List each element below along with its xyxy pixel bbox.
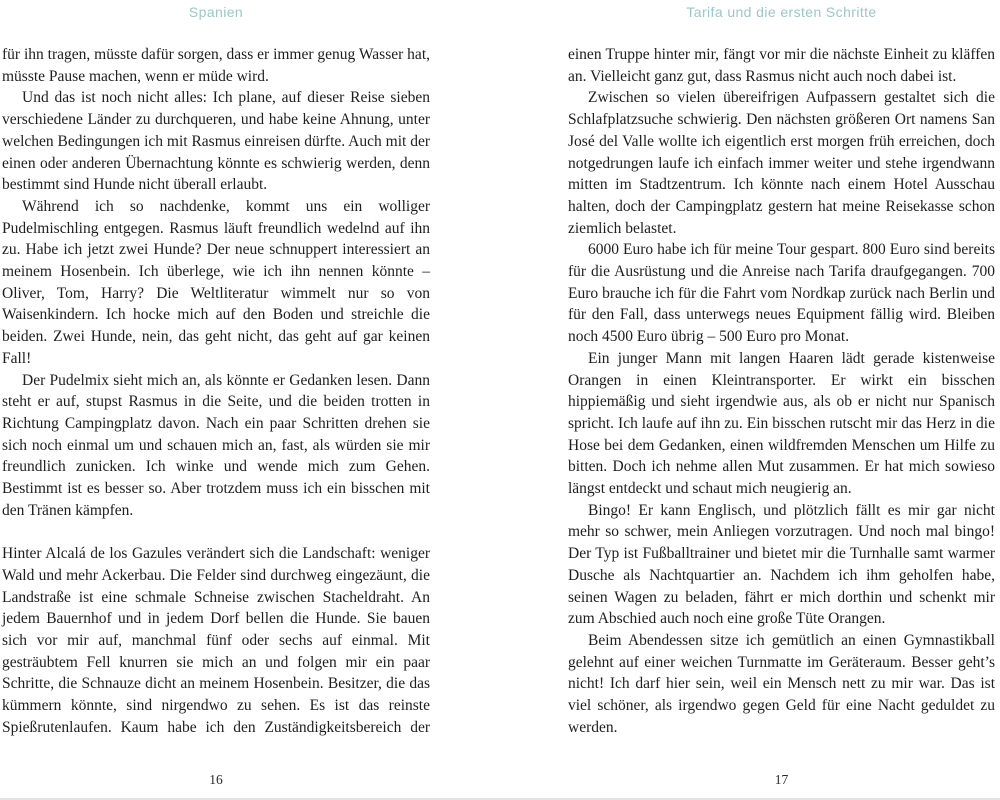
running-header-right: Tarifa und die ersten Schritte bbox=[686, 4, 877, 20]
paragraph: Zwischen so vielen übereifrigen Aufpassern gestaltet sich die Schlafplatzsuche schwierig. Den nächsten größeren Ort namens San José del Valle wollte ich eigentlich erst morgen früh erreichen, doch notgedrungen laufe ich einfach immer weiter und stehe irgendwann mitten im Stadtzentrum. Ich könnte nach einem Hotel Ausschau halten, doch der Campingplatz gestern hat meine Reisekasse schon ziemlich belastet. bbox=[568, 89, 995, 237]
body-text-right bbox=[568, 44, 995, 739]
page-right bbox=[568, 0, 995, 800]
paragraph: einen Truppe hinter mir, fängt vor mir die nächste Einheit zu kläffen an. Vielleicht ganz gut, dass Rasmus nicht auch noch dabei ist. bbox=[568, 46, 995, 85]
paragraph: Der Pudelmix sieht mich an, als könnte er Gedanken lesen. Dann steht er auf, stupst Rasmus in die Seite, und die beiden trotten in Richtung Campingplatz davon. Nach ein paar Schritten drehen sie sich noch einmal um und schauen mich an, fast, als würden sie mir freundlich zunicken. Ich winke und wende mich zum Gehen. Bestimmt ist es besser so. Aber trotzdem muss ich ein bisschen mit den Tränen kämpfen. bbox=[2, 371, 430, 519]
paragraph: Während ich so nachdenke, kommt uns ein wolliger Pudelmischling entgegen. Rasmus läuft freundlich wedelnd auf ihn zu. Habe ich jetzt zwei Hunde? Der neue schnuppert interessiert an meinem Hosenbein. Ich überlege, wie ich ihn nennen könnte – Oliver, Tom, Harry? Die Weltliteratur wimmelt nur so von Waisenkindern. Ich hocke mich auf den Boden und streichle die beiden. Zwei Hunde, nein, das geht nicht, das geht auf gar keinen Fall! bbox=[2, 197, 430, 367]
page-number-left: 16 bbox=[209, 772, 223, 787]
running-header-left: Spanien bbox=[188, 4, 244, 20]
paragraph: Und das ist noch nicht alles: Ich plane, auf dieser Reise sieben verschiedene Länder zu durchqueren, und habe keine Ahnung, unter welchen Bedingungen ich mit Rasmus einreisen dürfte. Auch mit der einen oder anderen Übernachtung könnte es schwierig werden, denn bestimmt sind Hunde nicht überall erlaubt. bbox=[2, 89, 430, 194]
paragraph: für ihn tragen, müsste dafür sorgen, dass er immer genug Wasser hat, müsste Pause machen, wenn er müde wird. bbox=[2, 46, 430, 85]
paragraph: 6000 Euro habe ich für meine Tour gespart. 800 Euro sind bereits für die Ausrüstung und die Anreise nach Tarifa draufgegangen. 700 Euro brauche ich für die Fahrt vom Nordkap zurück nach Berlin und für den Fall, dass unterwegs neues Equipment fällig wird. Bleiben noch 4500 Euro übrig – 500 Euro pro Monat. bbox=[568, 241, 995, 346]
paragraph: Bingo! Er kann Englisch, und plötzlich fällt es mir gar nicht mehr so schwer, mein Anliegen vorzutragen. Und noch mal bingo! Der Typ ist Fußballtrainer und bietet mir die Turnhalle samt warmer Dusche als Nachtquartier an. Nachdem ich ihm geholfen habe, seinen Wagen zu beladen, fährt er mich dorthin und schenkt mir zum Abschied auch noch eine große Tüte Orangen. bbox=[568, 501, 995, 628]
paragraph: Hinter Alcalá de los Gazules verändert sich die Landschaft: weniger Wald und mehr Ackerbau. Die Felder sind durchweg eingezäunt, die Landstraße ist eine schmale Schneise zwischen Stacheldraht. An jedem Bauernhof und in jedem Dorf bellen die Hunde. Sie bauen sich vor mir auf, manchmal fünf oder sechs auf einmal. Mit gesträubtem Fell knurren sie mich an und folgen mir ein paar Schritte, die Schnauze dicht an meinem Hosenbein. Besitzer, die das kümmern könnte, sind nirgendwo zu sehen. Es ist das reinste Spießrutenlaufen. Kaum habe ich den Zuständigkeitsbereich der bbox=[2, 545, 430, 736]
paragraph: Beim Abendessen sitze ich gemütlich an einen Gymnastikball gelehnt auf einer weichen Turnmatte im Geräteraum. Besser geht’s nicht! Ich darf hier sein, weil ein Mensch nett zu mir war. Das ist viel schöner, als irgendwo gegen Geld für eine Nacht geduldet zu werden. bbox=[568, 631, 995, 736]
page-number-right: 17 bbox=[774, 772, 789, 787]
paragraph: Ein junger Mann mit langen Haaren lädt gerade kistenweise Orangen in einen Kleintransporter. Er wirkt ein bisschen hippiemäßig und sieht irgendwie aus, als ob er nicht nur Spanisch spricht. Ich laufe auf ihn zu. Ein bisschen rutscht mir das Herz in die Hose bei dem Gedanken, einen wildfremden Menschen um Hilfe zu bitten. Doch ich nehme allen Mut zusammen. Er hat mich sowieso längst entdeckt und schaut mich neugierig an. bbox=[568, 349, 995, 498]
page-left bbox=[2, 0, 430, 800]
body-text-left bbox=[2, 44, 430, 738]
